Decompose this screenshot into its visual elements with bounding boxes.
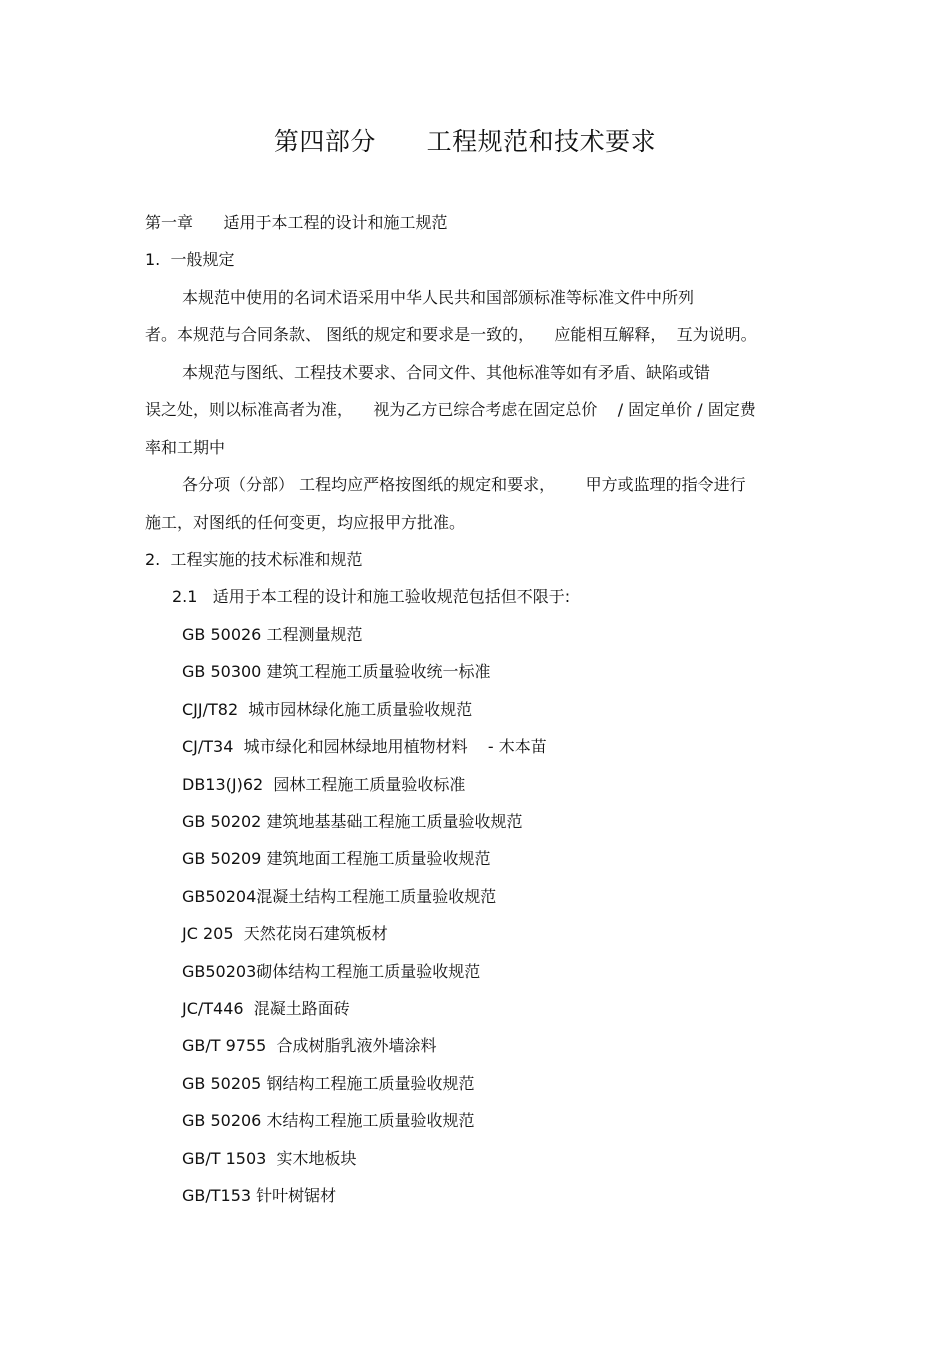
standard-item: GB/T153 针叶树锯材 [182,1186,337,1205]
section-1-heading: 1. 一般规定 [145,250,235,269]
paragraph-3-line-1: 各分项（分部） 工程均应严格按图纸的规定和要求， 甲方或监理的指令进行 [182,475,746,494]
standard-item: JC/T446 混凝土路面砖 [182,999,350,1018]
standard-item: GB50203砌体结构工程施工质量验收规范 [182,962,481,981]
paragraph-2-line-2: 误之处，则以标准高者为准， 视为乙方已综合考虑在固定总价 / 固定单价 / 固定费 [145,400,756,419]
standard-item: CJ/T34 城市绿化和园林绿地用植物材料 - 木本苗 [182,737,547,756]
standard-item: JC 205 天然花岗石建筑板材 [182,924,388,943]
standard-item: GB 50209 建筑地面工程施工质量验收规范 [182,849,491,868]
standard-item: GB 50300 建筑工程施工质量验收统一标准 [182,662,491,681]
standard-item: GB 50026 工程测量规范 [182,625,363,644]
standard-item: GB50204混凝土结构工程施工质量验收规范 [182,887,497,906]
standard-item: GB/T 1503 实木地板块 [182,1149,357,1168]
section-2-heading: 2. 工程实施的技术标准和规范 [145,550,363,569]
standard-item: GB 50206 木结构工程施工质量验收规范 [182,1111,475,1130]
paragraph-2-line-1: 本规范与图纸、工程技术要求、合同文件、其他标准等如有矛盾、缺陷或错 [182,363,711,382]
paragraph-1-line-1: 本规范中使用的名词术语采用中华人民共和国部颁标准等标准文件中所列 [182,288,695,307]
paragraph-2-line-3: 率和工期中 [145,438,226,457]
standard-item: GB 50202 建筑地基基础工程施工质量验收规范 [182,812,523,831]
paragraph-1-line-2: 者。本规范与合同条款、 图纸的规定和要求是一致的， 应能相互解释， 互为说明。 [145,325,757,344]
standard-item: CJJ/T82 城市园林绿化施工质量验收规范 [182,700,473,719]
standard-item: GB 50205 钢结构工程施工质量验收规范 [182,1074,475,1093]
paragraph-3-line-2: 施工，对图纸的任何变更，均应报甲方批准。 [145,513,466,532]
standard-item: DB13(J)62 园林工程施工质量验收标准 [182,775,466,794]
chapter-heading: 第一章 适用于本工程的设计和施工规范 [145,213,448,232]
standard-item: GB/T 9755 合成树脂乳液外墙涂料 [182,1036,437,1055]
subsection-2-1: 2.1 适用于本工程的设计和施工验收规范包括但不限于: [172,587,571,606]
page-title: 第四部分 工程规范和技术要求 [273,127,657,156]
